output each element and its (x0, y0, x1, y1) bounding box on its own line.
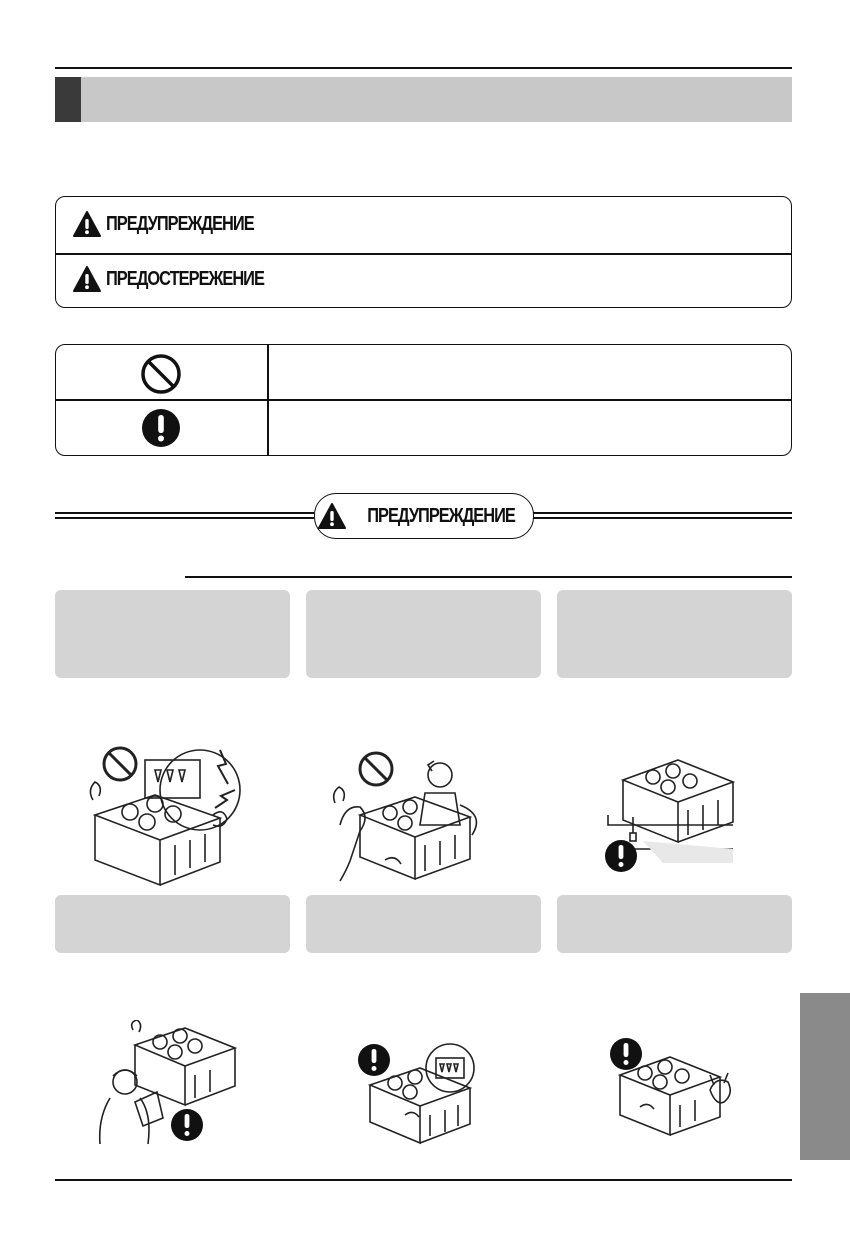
prohibited-icon (104, 748, 136, 780)
unit-with-panel-illustration (350, 1030, 490, 1150)
bottom-rule (55, 1179, 792, 1181)
section-header-bar (55, 77, 792, 122)
warning-section-banner (314, 493, 534, 539)
table-row-divider (56, 399, 791, 401)
mandatory-icon (358, 1044, 390, 1076)
symbol-table (55, 344, 792, 456)
prohibited-icon (360, 753, 392, 785)
warning-triangle-icon (72, 210, 102, 238)
instruction-card (557, 895, 792, 953)
mandatory-icon (605, 840, 637, 872)
unit-with-person-illustration (600, 1035, 745, 1145)
mandatory-icon (171, 1109, 203, 1141)
unit-with-damaged-plug-illustration (85, 740, 255, 888)
instruction-card (306, 590, 541, 678)
warning-caution-box (55, 196, 792, 308)
caution-label: ПРЕДОСТЕРЕЖЕНИЕ (106, 267, 264, 290)
unit-with-phone-call-illustration (330, 745, 500, 887)
banner-line-left-upper (55, 512, 314, 514)
unit-grounding-illustration (588, 745, 743, 875)
unit-installer-illustration (95, 1020, 245, 1145)
instruction-card (306, 895, 541, 953)
warning-label-row (72, 210, 286, 238)
section-header-tab (55, 77, 81, 122)
mandatory-icon (140, 407, 182, 449)
instruction-card (557, 590, 792, 678)
instruction-card (55, 895, 290, 953)
prohibited-icon (140, 353, 182, 395)
warning-label: ПРЕДУПРЕЖДЕНИЕ (106, 212, 254, 235)
banner-line-right-lower (532, 517, 792, 519)
caution-label-row (72, 265, 299, 293)
top-rule (55, 67, 792, 69)
banner-label: ПРЕДУПРЕЖДЕНИЕ (367, 504, 515, 527)
instruction-card (55, 590, 290, 678)
side-language-tab (800, 993, 850, 1160)
warning-triangle-icon (317, 502, 347, 530)
box-divider (56, 253, 791, 255)
subsection-rule (185, 576, 792, 578)
banner-line-left-lower (55, 517, 314, 519)
warning-triangle-icon (72, 265, 102, 293)
mandatory-icon (610, 1038, 642, 1070)
table-column-divider (267, 345, 269, 455)
banner-line-right-upper (532, 512, 792, 514)
